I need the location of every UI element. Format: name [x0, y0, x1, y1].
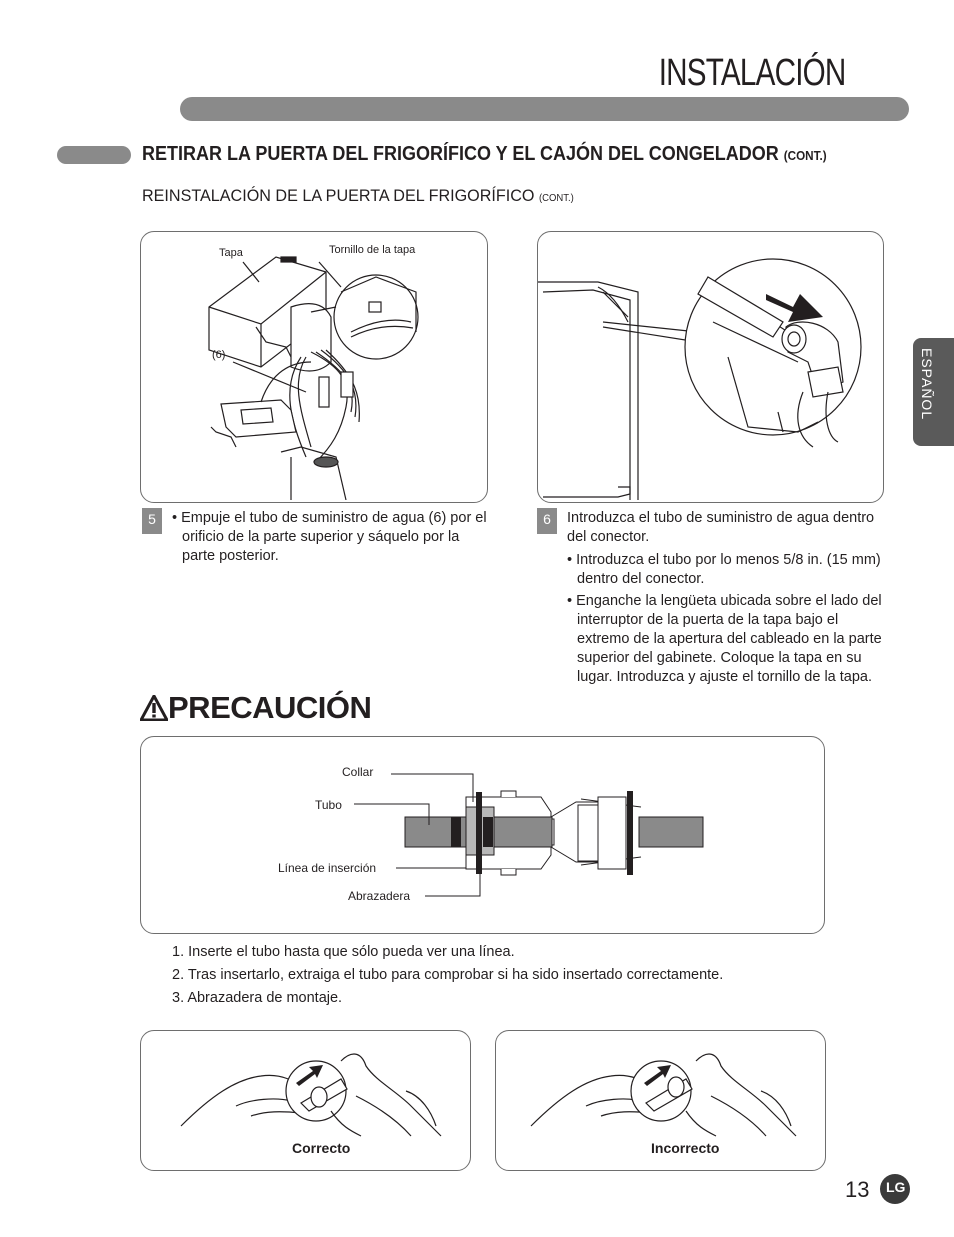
- instruction-item-3: 3. Abrazadera de montaje.: [172, 990, 343, 1006]
- label-collar: Collar: [342, 765, 374, 779]
- instruction-item-1: 1. Inserte el tubo hasta que sólo pueda ver una línea.: [172, 944, 515, 960]
- section-subtitle-text: REINSTALACIÓN DE LA PUERTA DEL FRIGORÍFICO: [142, 186, 535, 205]
- step-6-text: [567, 509, 887, 687]
- caption-correct: Correcto: [292, 1140, 351, 1156]
- example-incorrect-box: [495, 1030, 826, 1171]
- hands-incorrect-illustration: [496, 1031, 824, 1141]
- example-correct-box: [140, 1030, 471, 1171]
- warning-icon: [140, 695, 168, 721]
- section-title-suffix: (CONT.): [783, 148, 827, 163]
- section-subtitle: [142, 186, 574, 206]
- connector-illustration: [538, 232, 882, 500]
- header-bar: [180, 97, 909, 121]
- label-linea: Línea de inserción: [278, 861, 377, 875]
- step-6-number: 6: [537, 508, 557, 534]
- label-tapa: Tapa: [219, 247, 243, 259]
- step-5-number: 5: [142, 508, 162, 534]
- insertion-diagram-box: [140, 736, 825, 934]
- language-tab: [913, 338, 954, 446]
- figure-cover-box: [140, 231, 488, 503]
- lg-logo: [880, 1174, 910, 1204]
- warning-title: PRECAUCIÓN: [168, 690, 372, 725]
- page-number: 13: [845, 1177, 870, 1202]
- section-subtitle-suffix: (CONT.): [538, 193, 574, 204]
- section-title-text: RETIRAR LA PUERTA DEL FRIGORÍFICO Y EL CAJÓN DEL CONGELADOR: [142, 143, 779, 165]
- label-abrazadera: Abrazadera: [348, 889, 411, 903]
- step-6-bullet-2: • Enganche la lengüeta ubicada sobre el lado del interruptor de la puerta de la tapa bajo el extremo de la apertura del cableado en la parte superior del gabinete. Coloque la tapa en su lugar. Introduzca y ajuste el tornillo de la tapa.: [567, 593, 882, 685]
- warning-heading: [140, 690, 371, 726]
- caption-incorrect: Incorrecto: [651, 1140, 720, 1156]
- label-tornillo: Tornillo de la tapa: [329, 244, 416, 256]
- label-tubo: Tubo: [315, 798, 342, 812]
- cover-illustration: [141, 232, 486, 500]
- label-6: (6): [212, 349, 226, 361]
- step-5-bullet: • Empuje el tubo de suministro de agua (6) por el orificio de la parte superior y sáquelo por la parte posterior.: [172, 510, 487, 564]
- page-title: INSTALACIÓN: [659, 52, 846, 94]
- lg-logo-text: LG: [886, 1179, 906, 1195]
- figure-connector-box: [537, 231, 884, 503]
- language-tab-label: ESPAÑOL: [919, 348, 935, 421]
- section-title: [142, 143, 827, 166]
- insertion-diagram: [141, 737, 823, 931]
- step-6-bullet-1: • Introduzca el tubo por lo menos 5/8 in. (15 mm) dentro del conector.: [567, 552, 881, 587]
- hands-correct-illustration: [141, 1031, 469, 1141]
- step-5-text: [172, 509, 490, 566]
- instruction-list: [172, 941, 723, 1010]
- step-6-intro: Introduzca el tubo de suministro de agua dentro del conector.: [567, 510, 875, 545]
- section-marker: [57, 146, 131, 164]
- instruction-item-2: 2. Tras insertarlo, extraiga el tubo para comprobar si ha sido insertado correctamente.: [172, 967, 724, 983]
